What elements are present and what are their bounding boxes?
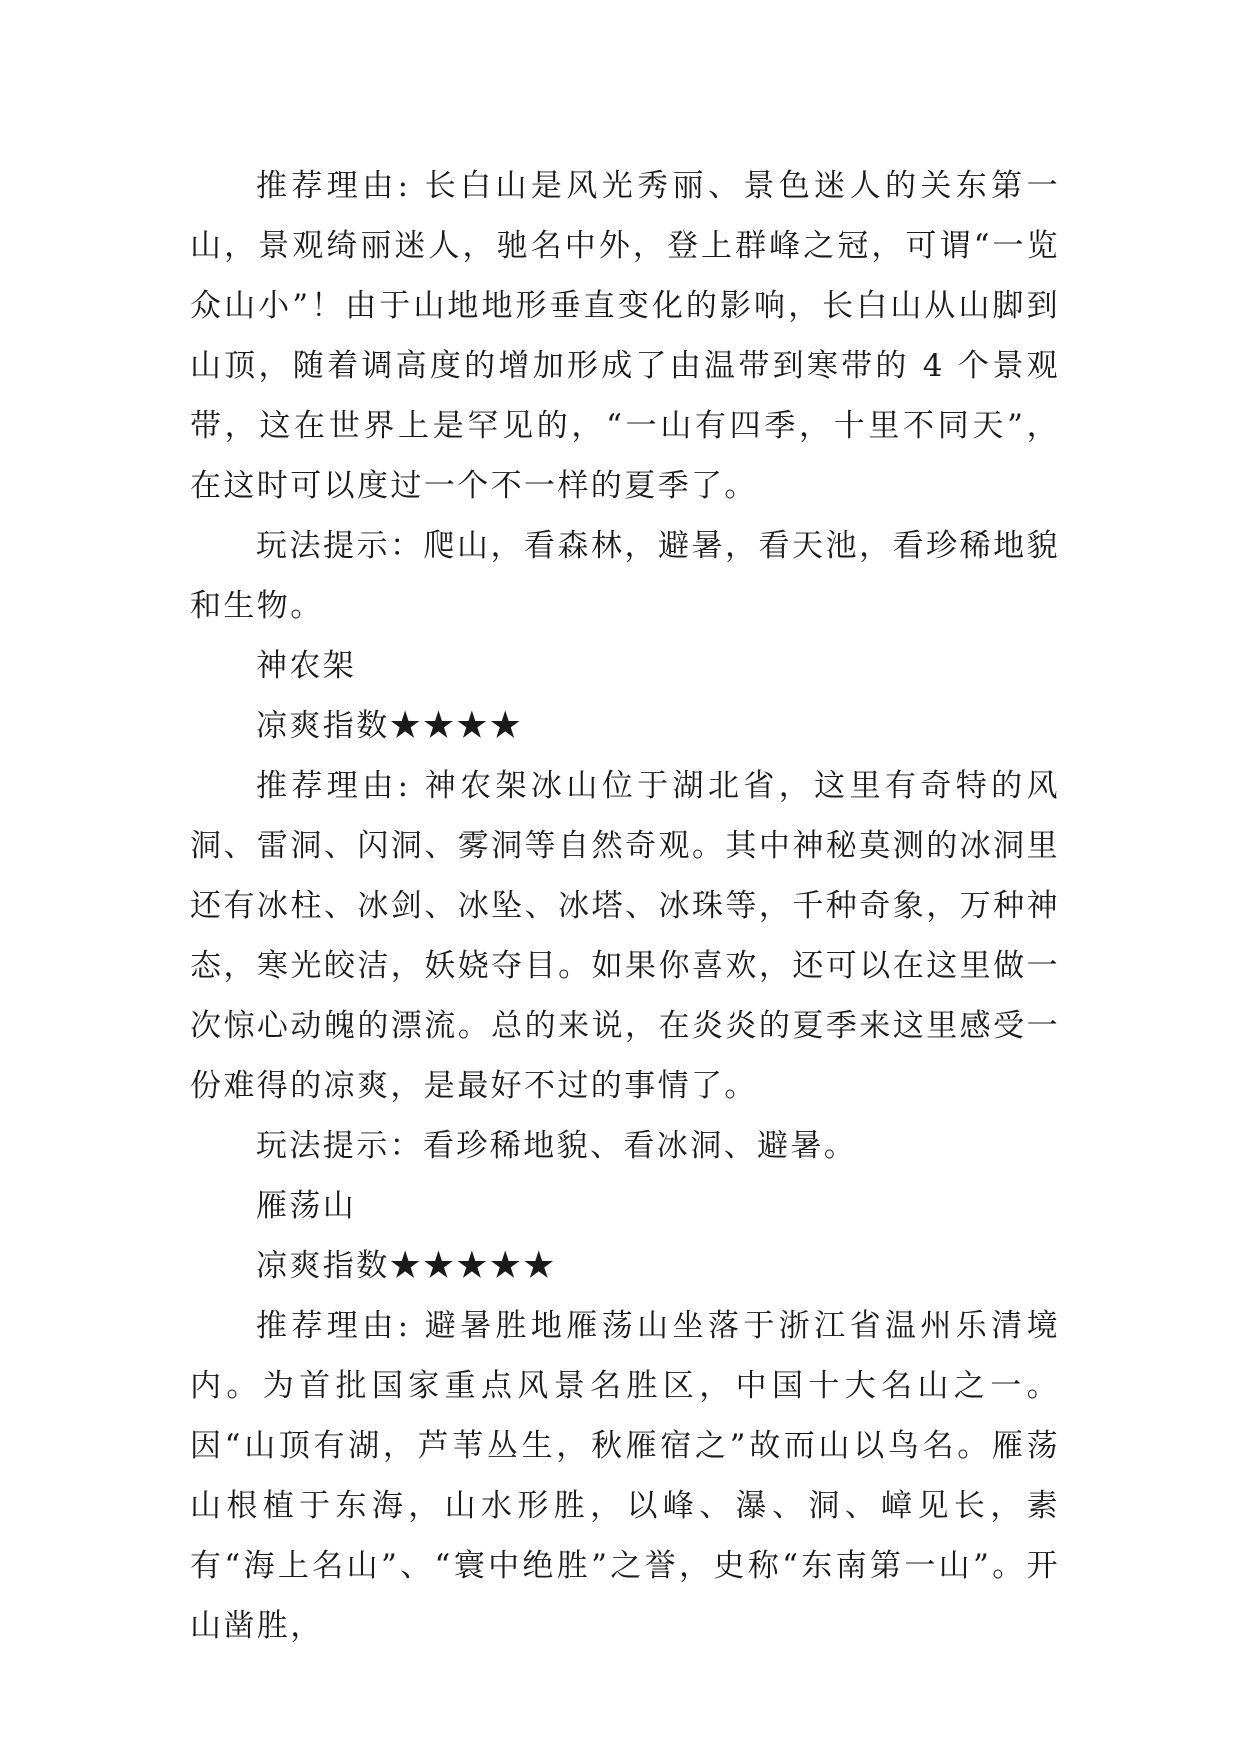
document-body [190, 156, 1060, 1656]
yandangshan-cool-index: 凉爽指数★★★★★ [256, 1248, 557, 1284]
shennongjia-tips-paragraph: 玩法提示：看珍稀地貌、看冰洞、避暑。 [256, 1128, 858, 1164]
yandangshan-title: 雁荡山 [256, 1188, 357, 1224]
changbaishan-tips-paragraph: 玩法提示：爬山，看森林，避暑，看天池，看珍稀地貌和生物。 [190, 528, 1060, 624]
shennongjia-cool-index: 凉爽指数★★★★ [256, 708, 524, 744]
changbaishan-reason-paragraph: 推荐理由: 长白山是风光秀丽、景色迷人的关东第一山，景观绮丽迷人，驰名中外，登上群峰之冠，可谓“一览众山小”！由于山地地形垂直变化的影响，长白山从山脚到山顶，随着调高度的增加形成了由温带到寒带的 4 个景观带，这在世界上是罕见的，“一山有四季，十里不同天”，在这时可以度过一个不一样的夏季了。 [190, 168, 1060, 504]
shennongjia-reason-paragraph: 推荐理由: 神农架冰山位于湖北省，这里有奇特的风洞、雷洞、闪洞、雾洞等自然奇观。其中神秘莫测的冰洞里还有冰柱、冰剑、冰坠、冰塔、冰珠等，千种奇象，万种神态，寒光皎洁，妖娆夺目。如果你喜欢，还可以在这里做一次惊心动魄的漂流。总的来说，在炎炎的夏季来这里感受一份难得的凉爽，是最好不过的事情了。 [190, 768, 1060, 1104]
shennongjia-title: 神农架 [256, 648, 357, 684]
yandangshan-reason-paragraph: 推荐理由: 避暑胜地雁荡山坐落于浙江省温州乐清境内。为首批国家重点风景名胜区，中国十大名山之一。因“山顶有湖，芦苇丛生，秋雁宿之”故而山以鸟名。雁荡山根植于东海，山水形胜，以峰、瀑、洞、嶂见长，素有“海上名山”、“寰中绝胜”之誉，史称“东南第一山”。开山凿胜， [190, 1308, 1060, 1644]
